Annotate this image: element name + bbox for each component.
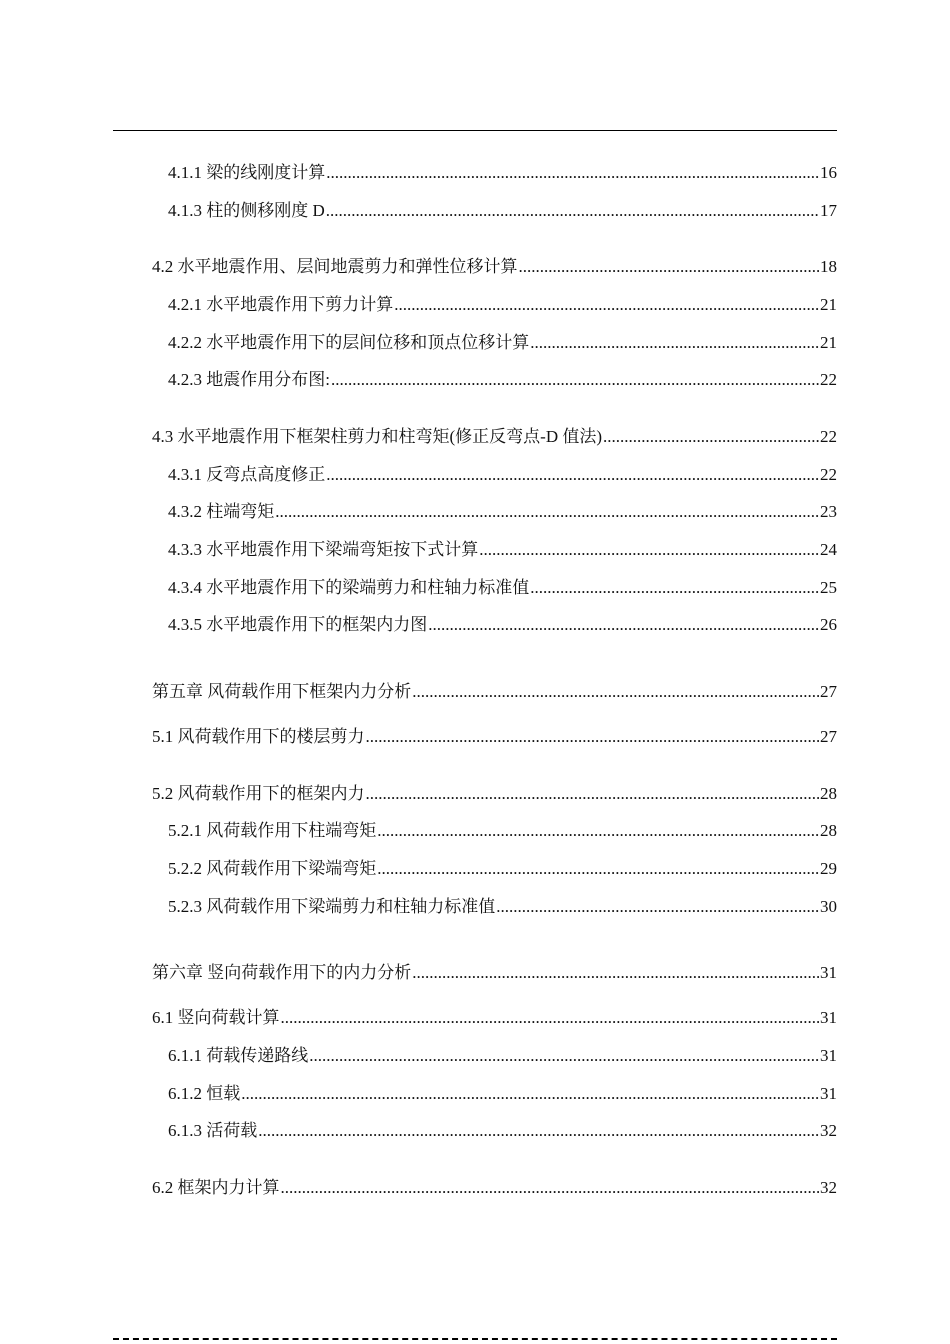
toc-page-number: 24 [820,540,837,559]
toc-leader-dots [394,294,819,316]
toc-page-number: 22 [820,465,837,484]
toc-page-number: 27 [820,727,837,746]
toc-leader-dots [479,539,819,561]
toc-page-number: 32 [820,1121,837,1140]
toc-entry-label: 4.3.5 水平地震作用下的框架内力图 [168,615,428,634]
toc-page-number: 32 [820,1178,837,1197]
footer-rule [113,1338,837,1340]
toc-page-number: 26 [820,615,837,634]
toc-entry-label: 4.1.1 梁的线刚度计算 [168,163,326,182]
toc-entry-label: 4.2 水平地震作用、层间地震剪力和弹性位移计算 [152,257,518,276]
toc-leader-dots [366,783,820,805]
toc-entry[interactable] [152,256,837,278]
toc-entry[interactable] [168,162,837,184]
toc-leader-dots [281,1177,820,1199]
toc-page-number: 16 [820,163,837,182]
toc-entry[interactable] [168,200,837,222]
toc-entry[interactable] [168,539,837,561]
toc-page-number: 31 [820,1046,837,1065]
toc-leader-dots [275,501,819,523]
toc-leader-dots [603,426,819,448]
toc-entry[interactable] [168,332,837,354]
toc-leader-dots [326,464,819,486]
toc-entry-label: 5.1 风荷载作用下的楼层剪力 [152,727,365,746]
toc-page-number: 23 [820,502,837,521]
toc-entry[interactable] [168,896,837,918]
toc-page-number: 22 [820,370,837,389]
toc-entry-label: 6.1.1 荷载传递路线 [168,1046,309,1065]
toc-page-number: 27 [820,682,837,701]
toc-entry[interactable] [152,1007,837,1029]
toc-page-number: 31 [820,1084,837,1103]
toc-leader-dots [519,256,820,278]
toc-entry-label: 4.3 水平地震作用下框架柱剪力和柱弯矩(修正反弯点-D 值法) [152,427,603,446]
toc-page-number: 17 [820,201,837,220]
toc-entry-label: 4.3.1 反弯点高度修正 [168,465,326,484]
toc-entry[interactable] [168,369,837,391]
toc-entry-label: 4.2.2 水平地震作用下的层间位移和顶点位移计算 [168,333,530,352]
toc-page-number: 21 [820,295,837,314]
toc-entry-label: 6.1 竖向荷载计算 [152,1008,280,1027]
toc-entry[interactable] [168,1083,837,1105]
toc-page-number: 30 [820,897,837,916]
toc-leader-dots [326,162,819,184]
toc-entry[interactable] [168,464,837,486]
toc-page-number: 25 [820,578,837,597]
toc-entry[interactable] [152,726,837,748]
toc-leader-dots [281,1007,820,1029]
toc-page-number: 18 [820,257,837,276]
toc-entry-label: 4.3.2 柱端弯矩 [168,502,275,521]
toc-entry[interactable] [168,1045,837,1067]
toc-entry[interactable] [152,962,837,984]
toc-entry-label: 第六章 竖向荷载作用下的内力分析 [152,963,412,982]
toc-entry-label: 5.2 风荷载作用下的框架内力 [152,784,365,803]
toc-leader-dots [530,332,819,354]
toc-entry-label: 5.2.1 风荷载作用下柱端弯矩 [168,821,377,840]
toc-leader-dots [258,1120,819,1142]
toc-leader-dots [377,820,819,842]
toc-entry-label: 4.3.3 水平地震作用下梁端弯矩按下式计算 [168,540,479,559]
toc-entry[interactable] [152,1177,837,1199]
toc-page-number: 21 [820,333,837,352]
toc-entry[interactable] [152,783,837,805]
toc-leader-dots [366,726,820,748]
toc-entry[interactable] [168,614,837,636]
toc-entry-label: 6.2 框架内力计算 [152,1178,280,1197]
toc-leader-dots [412,962,819,984]
toc-leader-dots [241,1083,819,1105]
toc-entry[interactable] [152,426,837,448]
toc-entry-label: 4.2.1 水平地震作用下剪力计算 [168,295,394,314]
toc-entry-label: 6.1.2 恒载 [168,1084,241,1103]
toc-entry[interactable] [152,681,837,703]
toc-entry[interactable] [168,501,837,523]
toc-page-number: 28 [820,821,837,840]
toc-leader-dots [377,858,819,880]
toc-entry[interactable] [168,577,837,599]
toc-leader-dots [326,200,819,222]
toc-entry-label: 4.1.3 柱的侧移刚度 D [168,201,325,220]
toc-page-number: 22 [820,427,837,446]
toc-entry[interactable] [168,820,837,842]
toc-leader-dots [331,369,819,391]
toc-entry[interactable] [168,1120,837,1142]
toc-leader-dots [412,681,819,703]
toc-entry-label: 4.3.4 水平地震作用下的梁端剪力和柱轴力标准值 [168,578,530,597]
toc-page-number: 31 [820,963,837,982]
toc-leader-dots [309,1045,819,1067]
toc-leader-dots [530,577,819,599]
toc-entry-label: 4.2.3 地震作用分布图: [168,370,330,389]
toc-entry-label: 5.2.2 风荷载作用下梁端弯矩 [168,859,377,878]
toc-page-number: 29 [820,859,837,878]
toc-page-number: 31 [820,1008,837,1027]
toc-entry-label: 6.1.3 活荷载 [168,1121,258,1140]
toc-entry-label: 5.2.3 风荷载作用下梁端剪力和柱轴力标准值 [168,897,496,916]
toc-entry-label: 第五章 风荷载作用下框架内力分析 [152,682,412,701]
toc-leader-dots [428,614,819,636]
header-rule [113,130,837,131]
toc-leader-dots [496,896,819,918]
toc-entry[interactable] [168,294,837,316]
toc-entry[interactable] [168,858,837,880]
toc-page-number: 28 [820,784,837,803]
